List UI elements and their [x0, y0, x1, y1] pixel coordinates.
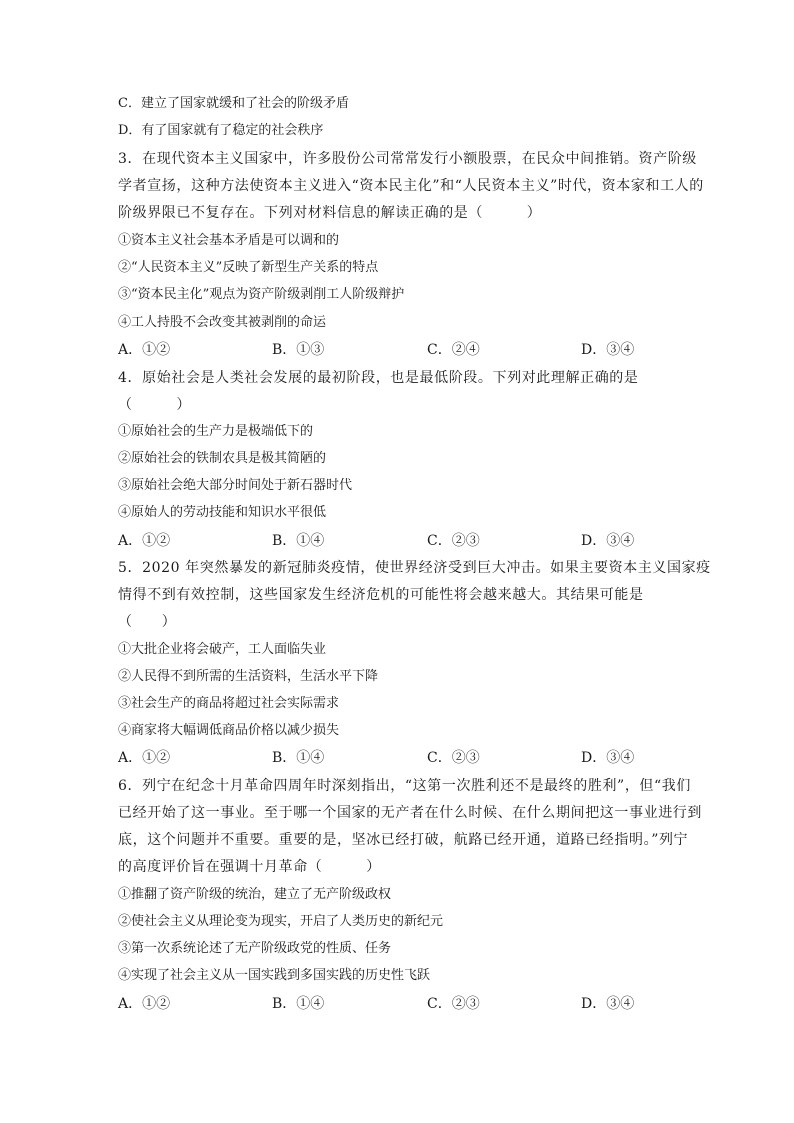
- statement-4: ④实现了社会主义从一国实践到多国实践的历史性飞跃: [118, 968, 431, 983]
- answer-b: B．①④: [272, 750, 325, 766]
- answer-c: C．②③: [427, 533, 480, 549]
- question-stem-line: 阶级界限已不复存在。下列对材料信息的解读正确的是（ ）: [118, 205, 542, 221]
- answer-c: C．②③: [427, 996, 480, 1012]
- answer-c: C．②③: [427, 750, 480, 766]
- question-stem-line: 的高度评价旨在强调十月革命（ ）: [118, 859, 381, 875]
- statement-3: ③原始社会绝大部分时间处于新石器时代: [118, 478, 353, 493]
- option-d-line: D．有了国家就有了稳定的社会秩序: [118, 123, 324, 138]
- option-c-line: C．建立了国家就缓和了社会的阶级矛盾: [118, 96, 349, 111]
- answer-a: A．①②: [118, 342, 171, 358]
- answer-choices: [118, 531, 678, 551]
- statement-1: ①原始社会的生产力是极端低下的: [118, 424, 314, 439]
- statement-2: ②“人民资本主义”反映了新型生产关系的特点: [118, 260, 379, 275]
- question-stem-line: 4．原始社会是人类社会发展的最初阶段，也是最低阶段。下列对此理解正确的是: [118, 370, 639, 386]
- answer-a: A．①②: [118, 750, 171, 766]
- statement-3: ③第一次系统论述了无产阶级政党的性质、任务: [118, 941, 392, 956]
- answer-d: D．③④: [581, 533, 635, 549]
- statement-1: ①大批企业将会破产，工人面临失业: [118, 642, 327, 657]
- question-stem-line: 3．在现代资本主义国家中，许多股份公司常常发行小额股票，在民众中间推销。资产阶级: [118, 151, 697, 167]
- answer-b: B．①④: [272, 996, 325, 1012]
- answer-b: B．①④: [272, 533, 325, 549]
- answer-choices: [118, 748, 678, 768]
- statement-4: ④商家将大幅调低商品价格以减少损失: [118, 723, 340, 738]
- answer-choices: [118, 994, 678, 1014]
- question-stem-line: 底，这个问题并不重要。重要的是，坚冰已经打破，航路已经开通，道路已经指明。”列宁: [118, 832, 689, 848]
- question-stem-line: 已经开始了这一事业。至于哪一个国家的无产者在什么时候、在什么期间把这一事业进行到: [118, 805, 702, 821]
- answer-b: B．①③: [272, 342, 325, 358]
- answer-choices: [118, 340, 678, 360]
- statement-1: ①资本主义社会基本矛盾是可以调和的: [118, 233, 340, 248]
- answer-d: D．③④: [581, 996, 635, 1012]
- answer-d: D．③④: [581, 750, 635, 766]
- statement-3: ③社会生产的商品将超过社会实际需求: [118, 696, 340, 711]
- statement-4: ④工人持股不会改变其被剥削的命运: [118, 315, 327, 330]
- question-stem-line: 6．列宁在纪念十月革命四周年时深刻指出，“这第一次胜利还不是最终的胜利”，但“我们: [118, 778, 691, 794]
- answer-a: A．①②: [118, 996, 171, 1012]
- statement-2: ②使社会主义从理论变为现实，开启了人类历史的新纪元: [118, 914, 444, 929]
- statement-3: ③“资本民主化”观点为资产阶级剥削工人阶级辩护: [118, 287, 405, 302]
- question-stem-line: 情得不到有效控制，这些国家发生经济危机的可能性将会越来越大。其结果可能是: [118, 587, 644, 603]
- statement-2: ②人民得不到所需的生活资料，生活水平下降: [118, 669, 379, 684]
- question-stem-line: （ ）: [118, 397, 191, 413]
- answer-c: C．②④: [427, 342, 480, 358]
- question-stem-line: 学者宣扬，这种方法使资本主义进入“资本民主化”和“人民资本主义”时代，资本家和工人的: [118, 178, 704, 194]
- question-stem-line: 5．2020 年突然暴发的新冠肺炎疫情，使世界经济受到巨大冲击。如果主要资本主义国家疫: [118, 560, 711, 576]
- question-stem-line: （ ）: [118, 614, 177, 630]
- statement-1: ①推翻了资产阶级的统治，建立了无产阶级政权: [118, 887, 392, 902]
- answer-a: A．①②: [118, 533, 171, 549]
- statement-4: ④原始人的劳动技能和知识水平很低: [118, 505, 327, 520]
- answer-d: D．③④: [581, 342, 635, 358]
- statement-2: ②原始社会的铁制农具是极其简陋的: [118, 451, 327, 466]
